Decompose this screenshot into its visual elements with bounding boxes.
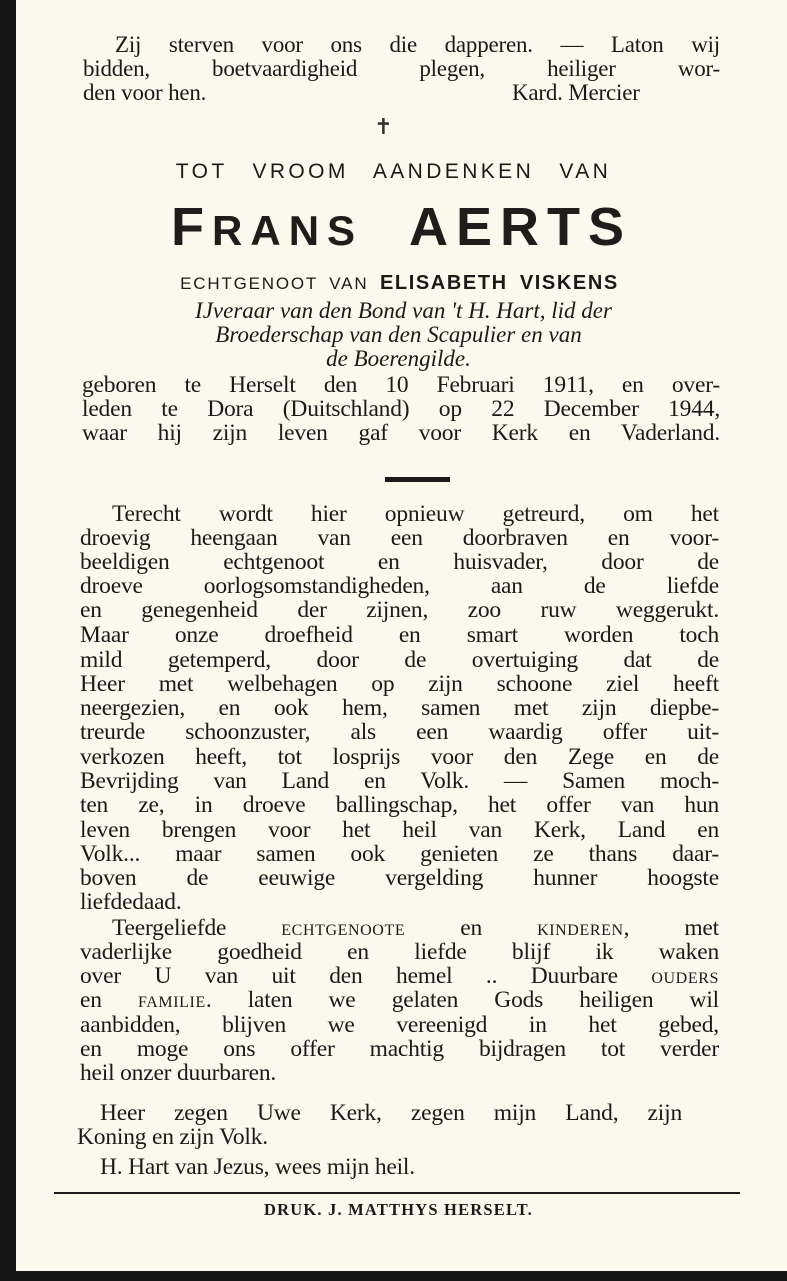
body-line: en genegenheid der zijnen, zoo ruw weggerukt. bbox=[80, 597, 719, 623]
membership-line: de Boerengilde. bbox=[326, 346, 471, 371]
body-line: liefdedaad. bbox=[80, 889, 182, 915]
footer-rule bbox=[54, 1192, 740, 1194]
body-text: . laten we gelaten Gods heiligen wil bbox=[205, 987, 719, 1013]
body-line: droevig heengaan van een doorbraven en voor- bbox=[80, 525, 719, 551]
body-line: Terecht wordt hier opnieuw getreurd, om het bbox=[112, 501, 719, 527]
body-text: en bbox=[460, 915, 483, 941]
scan-border-bottom bbox=[0, 1271, 787, 1281]
body-line: leven brengen voor het heil van Kerk, Land en bbox=[80, 817, 719, 843]
epigraph-line: bidden, boetvaardigheid plegen, heiliger wor- bbox=[83, 56, 720, 81]
body-line: en moge ons offer machtig bijdragen tot verder bbox=[80, 1036, 719, 1062]
cross-icon: ✝ bbox=[374, 115, 393, 140]
life-dates-line: leden te Dora (Duitschland) op 22 December 1944, bbox=[82, 396, 720, 422]
body-text: en bbox=[80, 987, 102, 1013]
life-dates-line: waar hij zijn leven gaf voor Kerk en Vaderland. bbox=[82, 420, 720, 446]
prayer-line: H. Hart van Jezus, wees mijn heil. bbox=[100, 1154, 415, 1180]
body-line: heil onzer duurbaren. bbox=[80, 1060, 277, 1086]
body-line bbox=[112, 916, 719, 940]
prayer-line: Heer zegen Uwe Kerk, zegen mijn Land, zijn bbox=[100, 1100, 682, 1126]
body-line: verkozen heeft, tot losprijs voor den Zege en de bbox=[80, 744, 719, 770]
spouse-name: ELISABETH VISKENS bbox=[379, 272, 619, 294]
body-text: Teergeliefde bbox=[112, 915, 227, 941]
epigraph-attribution: Kard. Mercier bbox=[512, 80, 640, 105]
body-line: Volk... maar samen ook genieten ze thans daar- bbox=[80, 841, 719, 867]
body-line: Maar onze droefheid en smart worden toch bbox=[80, 622, 719, 648]
body-line bbox=[80, 964, 719, 988]
spouse-prefix: ECHTGENOOT VAN bbox=[180, 274, 369, 293]
membership-line: Broederschap van den Scapulier en van bbox=[215, 322, 582, 347]
printer-credit: DRUK. J. MATTHYS HERSELT. bbox=[264, 1200, 533, 1219]
body-line bbox=[80, 988, 719, 1012]
deceased-name bbox=[8, 196, 787, 258]
body-text: over U van uit den hemel .. Duurbare bbox=[80, 963, 618, 989]
body-line: boven de eeuwige vergelding hunner hoogste bbox=[80, 865, 719, 891]
membership-line: IJveraar van den Bond van 't H. Hart, lid der bbox=[195, 298, 612, 323]
body-text: , met bbox=[623, 915, 719, 941]
body-line: treurde schoonzuster, als een waardig offer uit- bbox=[80, 719, 719, 745]
body-line: aanbidden, blijven we vereenigd in het gebed, bbox=[80, 1012, 719, 1038]
prayer-line: Koning en zijn Volk. bbox=[77, 1124, 268, 1150]
body-line: vaderlijke goedheid en liefde blijf ik waken bbox=[80, 939, 719, 965]
body-line: beeldigen echtgenoot en huisvader, door de bbox=[80, 549, 719, 575]
body-line: ten ze, in droeve ballingschap, het offer van hun bbox=[80, 792, 719, 818]
scan-border-left bbox=[0, 0, 16, 1281]
body-line: neergezien, en ook hem, samen met zijn diepbe- bbox=[80, 695, 719, 721]
body-text-smallcaps: familie bbox=[137, 987, 206, 1012]
name-first-initial: F bbox=[171, 197, 213, 257]
epigraph-line: den voor hen. bbox=[83, 80, 207, 105]
section-divider bbox=[385, 477, 450, 482]
body-line: Heer met welbehagen op zijn schoone ziel heeft bbox=[80, 671, 719, 697]
body-text-smallcaps: echtgenoote bbox=[281, 915, 406, 940]
body-line: mild getemperd, door de overtuiging dat de bbox=[80, 647, 719, 673]
body-text-smallcaps: ouders bbox=[651, 963, 719, 988]
body-line: droeve oorlogsomstandigheden, aan de liefde bbox=[80, 573, 719, 599]
epigraph-line: Zij sterven voor ons die dapperen. — Laton wij bbox=[115, 32, 720, 57]
in-memory-heading: TOT VROOM AANDENKEN VAN bbox=[175, 160, 612, 183]
body-text-smallcaps: kinderen bbox=[537, 915, 624, 940]
life-dates-line: geboren te Herselt den 10 Februari 1911, en over- bbox=[82, 372, 720, 398]
spouse-line bbox=[6, 272, 787, 295]
body-line: Bevrijding van Land en Volk. — Samen moch- bbox=[80, 768, 719, 794]
name-first-rest: RANS bbox=[212, 207, 364, 254]
name-last: AERTS bbox=[408, 197, 632, 257]
